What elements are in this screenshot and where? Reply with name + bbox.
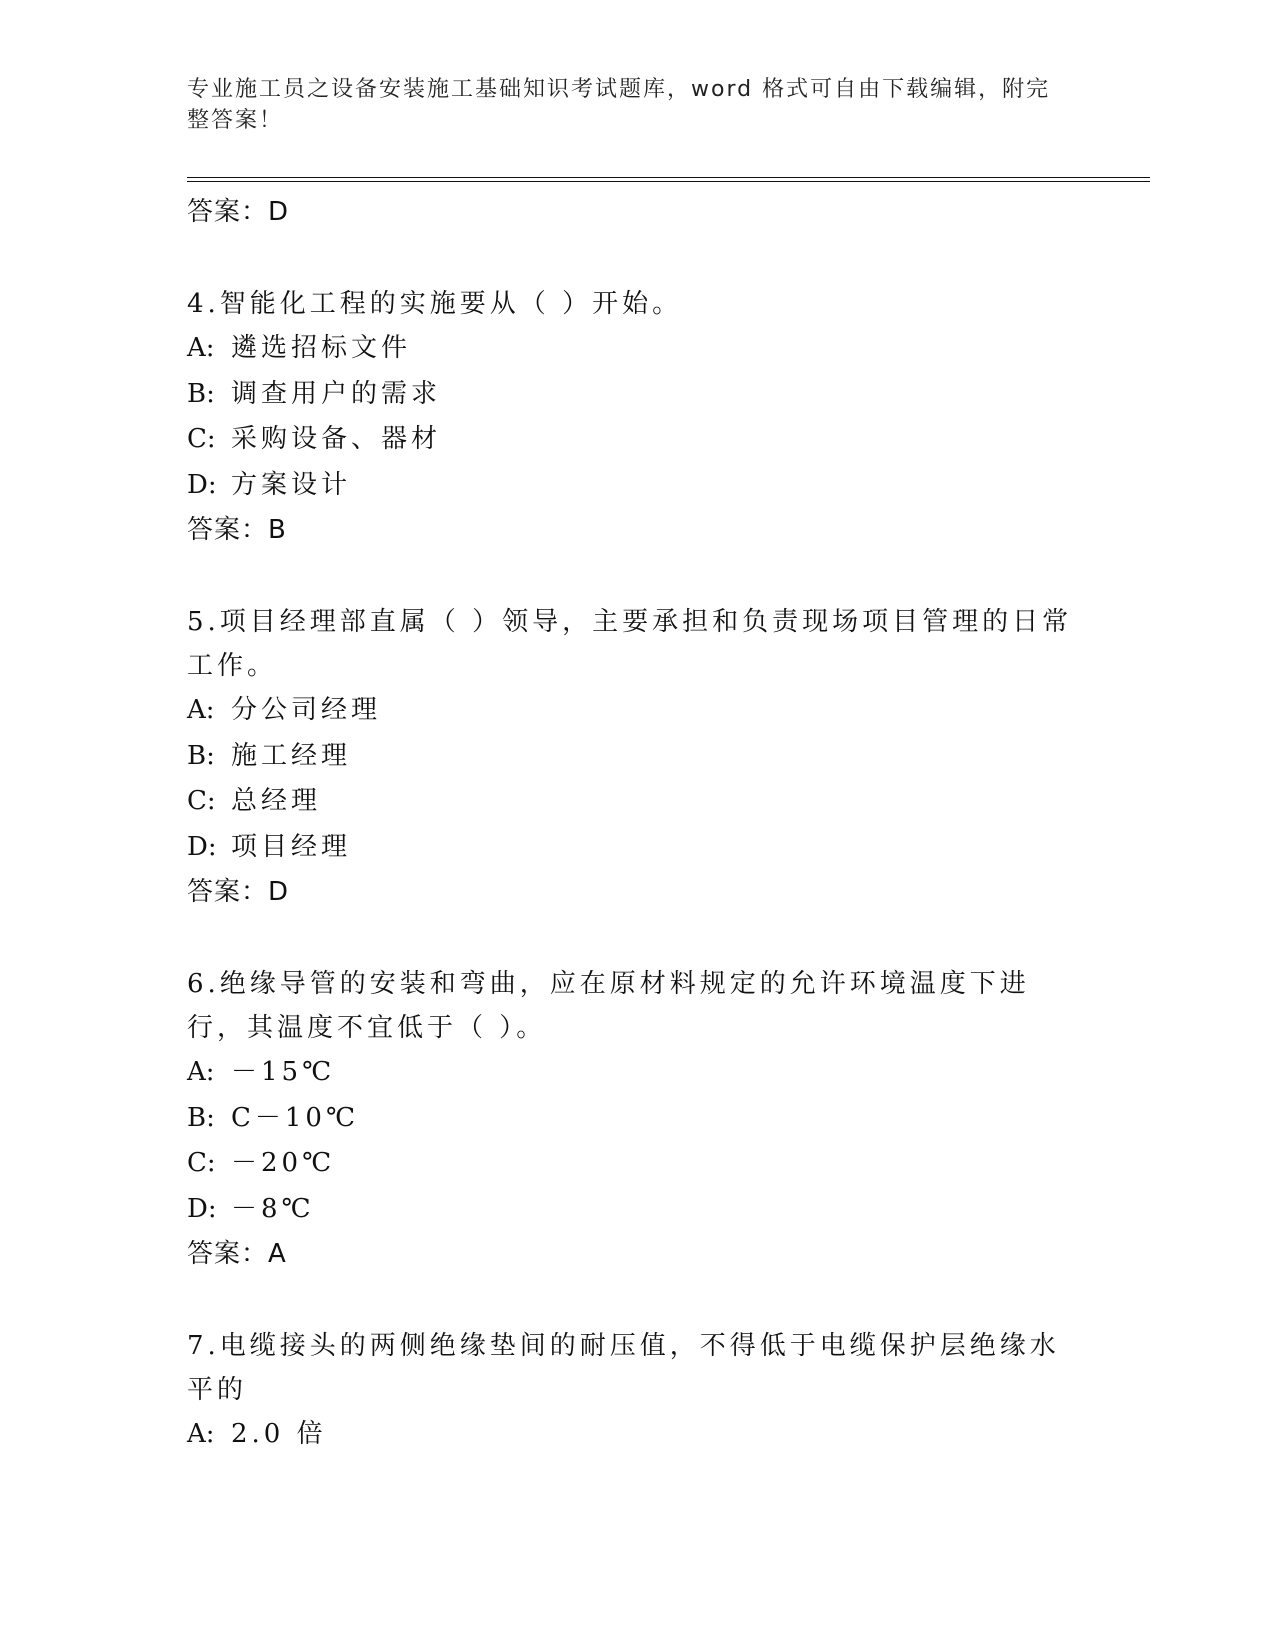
question-block [187,600,1087,914]
option-a [187,1050,1087,1096]
option-key: C: [187,786,216,816]
option-key: C: [187,1148,216,1178]
option-d [187,1187,1087,1233]
option-key: B: [187,378,215,409]
option-text: 分公司经理 [231,695,382,725]
option-key: B: [187,740,215,771]
option-c [187,1141,1087,1187]
option-text: －20℃ [231,1148,336,1178]
document-header: 专业施工员之设备安装施工基础知识考试题库，word 格式可自由下载编辑，附完整答案！ [187,77,1051,133]
option-b [187,734,1087,780]
option-d [187,825,1087,871]
answer-line: 答案：D [187,197,290,227]
option-text: 采购设备、器材 [231,424,442,454]
option-b [187,372,1087,418]
option-a [187,326,1087,372]
option-c [187,779,1087,825]
option-text: －15℃ [231,1057,336,1087]
option-text: 2.0 倍 [231,1419,327,1449]
option-text: 总经理 [231,786,322,816]
option-key: A: [187,1057,215,1087]
question-stem: 7.电缆接头的两侧绝缘垫间的耐压值，不得低于电缆保护层绝缘水平的 [187,1331,1060,1405]
option-a [187,688,1087,734]
question-block [187,1324,1087,1458]
header-divider-thin [187,177,1150,178]
option-text: 项目经理 [231,831,352,862]
option-text: 施工经理 [231,740,352,771]
option-d [187,463,1087,509]
option-key: D: [187,1193,217,1224]
option-c [187,417,1087,463]
option-text: 遴选招标文件 [231,333,412,363]
answer-line: 答案：D [187,877,290,907]
option-key: A: [187,1419,215,1449]
option-text: 调查用户的需求 [231,378,442,409]
option-text: C－10℃ [231,1102,360,1133]
question-block [187,282,1087,552]
answer-line: 答案：B [187,515,287,545]
question-stem: 5.项目经理部直属（ ）领导，主要承担和负责现场项目管理的日常工作。 [187,607,1073,681]
option-key: C: [187,424,216,454]
question-stem: 4.智能化工程的实施要从（ ）开始。 [187,289,683,319]
option-text: 方案设计 [231,469,352,500]
question-list [187,190,1087,1458]
question-block [187,962,1087,1276]
option-key: A: [187,695,215,725]
question-stem: 6.绝缘导管的安装和弯曲，应在原材料规定的允许环境温度下进行，其温度不宜低于（ ）。 [187,969,1030,1043]
option-key: D: [187,469,217,500]
option-text: －8℃ [231,1193,315,1224]
answer-line: 答案：A [187,1239,287,1269]
option-key: A: [187,333,215,363]
option-key: B: [187,1102,215,1133]
option-a [187,1412,1087,1458]
header-divider-thick [187,181,1150,182]
option-key: D: [187,831,217,862]
option-b [187,1096,1087,1142]
